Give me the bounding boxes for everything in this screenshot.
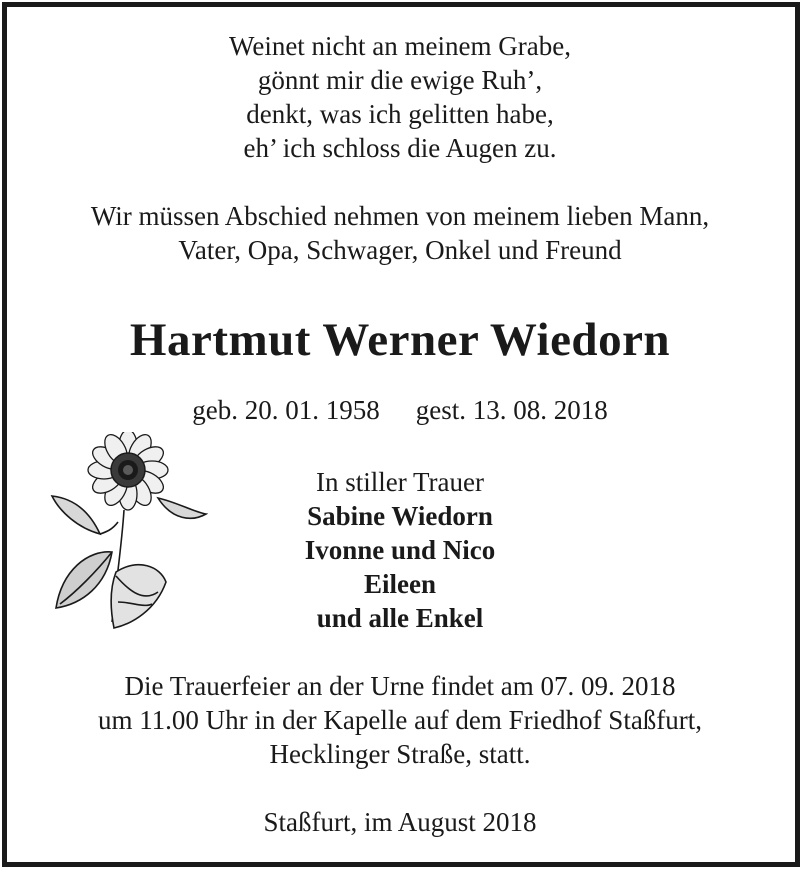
ceremony-line-1: Die Trauerfeier an der Urne findet am 07. 09. 2018: [124, 671, 676, 701]
poem-line-1: Weinet nicht an meinem Grabe,: [229, 31, 571, 61]
mourner-3: Eileen: [364, 569, 436, 599]
poem-line-2: gönnt mir die ewige Ruh’,: [257, 65, 543, 95]
intro-line-1: Wir müssen Abschied nehmen von meinem lieben Mann,: [90, 201, 710, 231]
ceremony-line-2: um 11.00 Uhr in der Kapelle auf dem Friedhof Staßfurt,: [97, 705, 703, 735]
sunflower-icon: [48, 432, 208, 632]
deceased-name: Hartmut Werner Wiedorn: [129, 314, 671, 366]
mourning-heading: In stiller Trauer: [316, 467, 484, 497]
intro-line-2: Vater, Opa, Schwager, Onkel und Freund: [178, 235, 622, 265]
place-date: Staßfurt, im August 2018: [263, 807, 537, 837]
mourner-4: und alle Enkel: [316, 603, 484, 633]
ceremony-line-3: Hecklinger Straße, statt.: [269, 739, 531, 769]
death-date: gest. 13. 08. 2018: [415, 395, 608, 425]
mourner-2: Ivonne und Nico: [304, 535, 496, 565]
poem-line-4: eh’ ich schloss die Augen zu.: [243, 133, 557, 163]
poem-line-3: denkt, was ich gelitten habe,: [246, 99, 554, 129]
mourner-1: Sabine Wiedorn: [307, 501, 493, 531]
birth-date: geb. 20. 01. 1958: [192, 395, 380, 425]
life-dates: [0, 394, 800, 426]
